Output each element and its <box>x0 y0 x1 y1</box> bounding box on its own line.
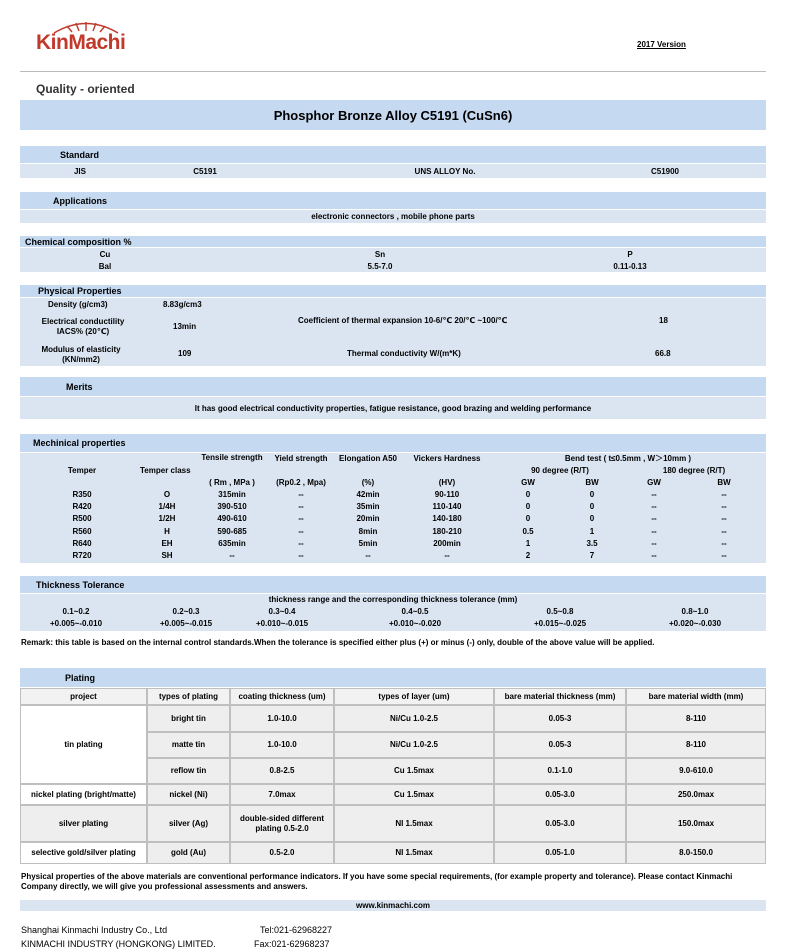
mech-h-temper: Temper <box>67 466 97 475</box>
mech-cell: 1 <box>525 538 531 548</box>
mech-h-elong: Elongation A50 <box>339 454 397 463</box>
modulus-value: 109 <box>178 349 192 358</box>
mech-cell: 5min <box>358 538 378 548</box>
plating-header: project <box>20 688 147 705</box>
chem-value-sn: 5.5-7.0 <box>367 262 393 271</box>
footer-tel: Tel:021-62968227 <box>260 925 333 935</box>
mech-h-gw: GW <box>521 478 535 487</box>
mech-cell: SH <box>161 551 173 560</box>
mech-cell: 635min <box>218 538 246 548</box>
mech-cell: -- <box>721 526 727 536</box>
thickness-range: 0.3~0.4 <box>268 607 296 616</box>
cte-label: Coefficient of thermal expansion 10-6/℃ 20/℃ ~100/℃ <box>298 316 508 325</box>
plating-cell: 9.0-610.0 <box>626 758 766 784</box>
mech-h-bend: Bend test ( t≤0.5mm , W＞10mm ) <box>564 454 692 463</box>
mech-h-90: 90 degree (R/T) <box>531 466 589 475</box>
thickness-tolerance: +0.010~-0.015 <box>255 619 309 628</box>
thickness-tolerance: +0.005~-0.010 <box>49 619 103 628</box>
plating-cell: nickel plating (bright/matte) <box>20 784 147 805</box>
mech-cell: -- <box>651 538 657 548</box>
plating-cell: 7.0max <box>230 784 334 805</box>
conductivity-value: 13min <box>173 322 197 331</box>
mech-cell: 0.5 <box>522 526 534 536</box>
plating-cell: silver (Ag) <box>147 805 230 842</box>
plating-cell: nickel (Ni) <box>147 784 230 805</box>
footer-note: Physical properties of the above materials are conventional performance indicators. If you have some special requirements, (for example property and tolerance). Please contact Kinmachi Company directly, we will give you professional assessments and answers. <box>21 872 733 891</box>
plating-cell: 250.0max <box>626 784 766 805</box>
plating-band <box>20 668 766 687</box>
mech-cell: -- <box>298 551 304 560</box>
modulus-label: Modulus of elasticity (KN/mm2) <box>41 345 121 364</box>
website-link[interactable]: www.kinmachi.com <box>356 901 430 910</box>
mech-cell: -- <box>229 551 235 560</box>
mech-cell: H <box>164 526 170 536</box>
chemical-band <box>20 236 766 247</box>
merits-heading: Merits <box>66 382 93 392</box>
mech-cell: 180-210 <box>432 526 462 536</box>
logo-text: KinMachi <box>36 31 126 54</box>
mech-cell: 42min <box>356 490 380 499</box>
mech-cell: 7 <box>589 551 595 560</box>
cte-value: 18 <box>659 316 668 325</box>
mech-h-yield-unit: (Rp0.2 , Mpa) <box>276 478 326 487</box>
tagline: Quality - oriented <box>36 82 135 96</box>
mech-cell: 0 <box>589 514 595 524</box>
thickness-tolerance: +0.020~-0.030 <box>668 619 722 628</box>
mech-cell: 1/2H <box>158 514 176 524</box>
thickness-tolerance: +0.010~-0.020 <box>388 619 442 628</box>
thickness-band <box>20 576 766 593</box>
plating-cell: reflow tin <box>147 758 230 784</box>
mech-h-hv-unit: (HV) <box>438 478 456 487</box>
mech-cell: -- <box>651 551 657 560</box>
plating-cell: NI 1.5max <box>334 805 494 842</box>
mech-cell: R350 <box>72 490 92 499</box>
mech-h-bw2: BW <box>717 478 731 487</box>
applications-text: electronic connectors , mobile phone parts <box>311 212 475 221</box>
mech-cell: 35min <box>356 502 380 512</box>
mech-h-hv: Vickers Hardness <box>413 454 481 463</box>
conductivity-label: Electrical conductility IACS% (20℃) <box>41 317 125 336</box>
plating-cell: 8-110 <box>626 705 766 732</box>
physical-heading: Physical Properties <box>38 286 122 296</box>
footer-fax: Fax:021-62968237 <box>254 939 330 949</box>
mech-cell: R500 <box>72 514 92 524</box>
mech-cell: 0 <box>589 502 595 512</box>
plating-cell: 0.05-3.0 <box>494 805 626 842</box>
plating-cell: 0.1-1.0 <box>494 758 626 784</box>
version-label: 2017 Version <box>637 40 686 49</box>
mech-cell: 0 <box>589 490 595 499</box>
thickness-range: 0.8~1.0 <box>681 607 709 616</box>
plating-cell: 0.05-3.0 <box>494 784 626 805</box>
mech-cell: -- <box>298 526 304 536</box>
merits-text: It has good electrical conductivity properties, fatigue resistance, good brazing and welding performance <box>194 404 592 413</box>
standard-band <box>20 146 766 163</box>
plating-cell: 0.8-2.5 <box>230 758 334 784</box>
mech-cell: 0 <box>525 514 531 524</box>
chem-value-p: 0.11-0.13 <box>613 262 647 271</box>
chem-header-sn: Sn <box>374 250 386 259</box>
plating-cell: 8.0-150.0 <box>626 842 766 864</box>
mech-cell: 490-610 <box>217 514 247 524</box>
plating-cell: matte tin <box>147 732 230 758</box>
mech-cell: -- <box>721 502 727 512</box>
plating-cell: 150.0max <box>626 805 766 842</box>
mech-cell: 3.5 <box>586 538 598 548</box>
plating-cell: 1.0-10.0 <box>230 705 334 732</box>
mech-cell: -- <box>721 490 727 499</box>
mech-cell: -- <box>651 502 657 512</box>
chem-header-cu: Cu <box>99 250 111 259</box>
page-title: Phosphor Bronze Alloy C5191 (CuSn6) <box>273 108 513 123</box>
plating-cell: Ni/Cu 1.0-2.5 <box>334 732 494 758</box>
plating-cell: NI 1.5max <box>334 842 494 864</box>
uns-label: UNS ALLOY No. <box>414 167 476 176</box>
footer-company2: KINMACHI INDUSTRY (HONGKONG) LIMITED. <box>21 939 216 949</box>
plating-cell: 0.5-2.0 <box>230 842 334 864</box>
plating-cell: 0.05-3 <box>494 732 626 758</box>
mech-h-yield: Yield strength <box>274 454 328 463</box>
mech-cell: -- <box>721 514 727 524</box>
thickness-tolerance: +0.005~-0.015 <box>159 619 213 628</box>
thickness-heading: Thickness Tolerance <box>36 580 125 590</box>
plating-cell: bright tin <box>147 705 230 732</box>
thickness-range: 0.5~0.8 <box>546 607 574 616</box>
plating-cell: Cu 1.5max <box>334 758 494 784</box>
mech-cell: 8min <box>358 526 378 536</box>
mechanical-band <box>20 434 766 452</box>
thickness-remark: Remark: this table is based on the internal control standards.When the tolerance is specified either plus (+) or minus (-) only, double of the above value will be applied. <box>21 638 655 647</box>
merits-band <box>20 377 766 396</box>
mech-cell: 590-685 <box>217 526 247 536</box>
plating-cell: selective gold/silver plating <box>20 842 147 864</box>
logo <box>36 20 136 60</box>
applications-band <box>20 192 766 209</box>
mech-cell: 200min <box>433 538 461 548</box>
mech-cell: 0 <box>525 490 531 499</box>
jis-value: C5191 <box>193 167 217 176</box>
mech-cell: EH <box>161 538 173 548</box>
mech-cell: R560 <box>72 526 92 536</box>
thickness-tolerance: +0.015~-0.025 <box>533 619 587 628</box>
mech-cell: O <box>163 490 171 499</box>
mechanical-heading: Mechinical properties <box>33 438 126 448</box>
mech-cell: -- <box>298 538 304 548</box>
plating-header: types of plating <box>147 688 230 705</box>
mech-cell: 0 <box>525 502 531 512</box>
mech-cell: 90-110 <box>434 490 460 499</box>
thickness-subheading: thickness range and the corresponding thickness tolerance (mm) <box>268 595 518 604</box>
mech-cell: 390-510 <box>217 502 247 512</box>
plating-heading: Plating <box>65 673 96 683</box>
thickness-range: 0.4~0.5 <box>401 607 429 616</box>
mech-cell: -- <box>365 551 371 560</box>
jis-label: JIS <box>73 167 86 176</box>
mech-cell: -- <box>651 514 657 524</box>
thickness-range: 0.2~0.3 <box>172 607 200 616</box>
plating-cell: Ni/Cu 1.0-2.5 <box>334 705 494 732</box>
applications-heading: Applications <box>53 196 108 206</box>
thermal-label: Thermal conductivity W/(m*K) <box>347 349 461 358</box>
density-label: Density (g/cm3) <box>48 300 108 309</box>
mech-cell: -- <box>721 538 727 548</box>
chem-header-p: P <box>627 250 633 259</box>
plating-cell: gold (Au) <box>147 842 230 864</box>
plating-header: bare material thickness (mm) <box>494 688 626 705</box>
thermal-value: 66.8 <box>655 349 671 358</box>
mech-cell: -- <box>651 526 657 536</box>
mech-cell: 315min <box>218 490 246 499</box>
thickness-range: 0.1~0.2 <box>62 607 90 616</box>
mech-cell: 140-180 <box>432 514 462 524</box>
mech-h-elong-unit: (%) <box>361 478 375 487</box>
mech-cell: -- <box>298 514 304 524</box>
plating-cell: double-sided different plating 0.5-2.0 <box>230 805 334 842</box>
uns-value: C51900 <box>650 167 680 176</box>
mech-cell: 1/4H <box>158 502 176 512</box>
density-value: 8.83g/cm3 <box>163 300 202 309</box>
plating-cell: silver plating <box>20 805 147 842</box>
mech-h-gw2: GW <box>647 478 661 487</box>
mech-cell: 20min <box>356 514 380 524</box>
plating-cell: Cu 1.5max <box>334 784 494 805</box>
mech-cell: -- <box>651 490 657 499</box>
plating-header: coating thickness (um) <box>230 688 334 705</box>
mech-cell: -- <box>444 551 450 560</box>
chemical-heading: Chemical composition % <box>25 237 132 247</box>
mech-cell: -- <box>721 551 727 560</box>
mech-cell: R640 <box>72 538 92 548</box>
chem-value-cu: Bal <box>98 262 112 271</box>
mech-cell: -- <box>298 502 304 512</box>
standard-heading: Standard <box>60 150 100 160</box>
plating-project-tin: tin plating <box>20 705 147 784</box>
plating-header: bare material width (mm) <box>626 688 766 705</box>
mech-cell: 110-140 <box>432 502 462 512</box>
mech-h-class: Temper class <box>140 466 191 475</box>
plating-header: types of layer (um) <box>334 688 494 705</box>
mech-cell: 1 <box>589 526 595 536</box>
mech-h-180: 180 degree (R/T) <box>662 466 726 475</box>
mech-cell: 2 <box>525 551 531 560</box>
plating-cell: 0.05-3 <box>494 705 626 732</box>
mech-cell: R420 <box>72 502 92 512</box>
plating-cell: 0.05-1.0 <box>494 842 626 864</box>
mech-cell: R720 <box>72 551 92 560</box>
mech-cell: -- <box>298 490 304 499</box>
mech-h-tensile: Tensile strength <box>201 453 263 462</box>
mech-h-bw: BW <box>585 478 599 487</box>
footer-company1: Shanghai Kinmachi Industry Co., Ltd <box>21 925 168 935</box>
header-divider <box>20 71 766 72</box>
plating-cell: 8-110 <box>626 732 766 758</box>
mech-h-tensile-unit: ( Rm , MPa ) <box>209 478 255 487</box>
plating-cell: 1.0-10.0 <box>230 732 334 758</box>
physical-band <box>20 285 766 297</box>
